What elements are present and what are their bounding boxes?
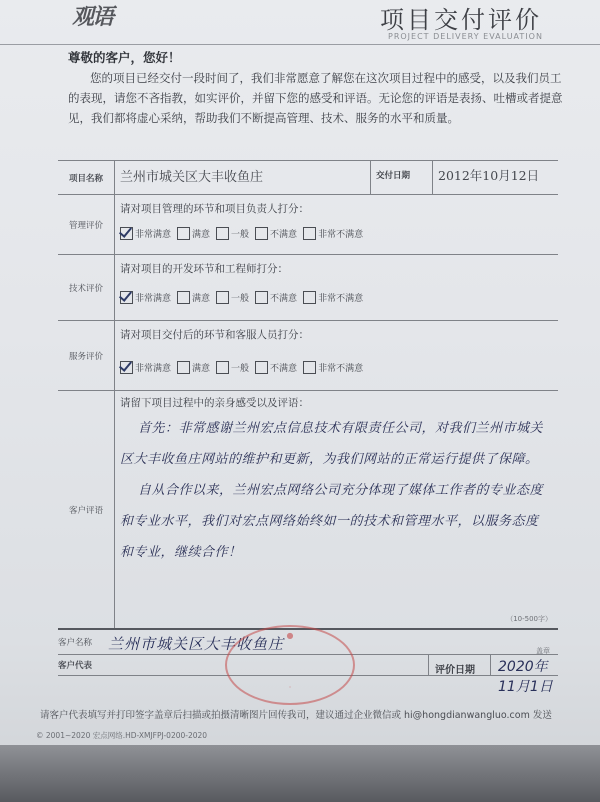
seal-label: 盖章 (536, 647, 550, 655)
option-very-satisfied[interactable]: 非常满意 (120, 361, 171, 374)
option-unsatisfied[interactable]: 不满意 (255, 227, 297, 240)
checkbox[interactable] (177, 361, 190, 374)
checkbox[interactable] (255, 227, 268, 240)
checkbox[interactable] (177, 291, 190, 304)
checkbox-checked[interactable] (120, 227, 133, 240)
option-average[interactable]: 一般 (216, 227, 249, 240)
management-row (58, 194, 558, 254)
technical-question: 请对项目的开发环节和工程师打分： (120, 263, 288, 275)
company-seal-stamp: ● · (225, 625, 355, 705)
checkbox[interactable] (255, 291, 268, 304)
service-row (58, 320, 558, 390)
handwriting-paragraph-1: 首先：非常感谢兰州宏点信息技术有限责任公司，对我们兰州市城关区大丰收鱼庄网站的维护和更新，为我们网站的正常运行提供了保障。 (120, 421, 544, 467)
checkbox-checked[interactable] (120, 291, 133, 304)
option-very-unsatisfied[interactable]: 非常不满意 (303, 361, 363, 374)
form-title: 项目交付评价 (380, 6, 542, 34)
management-options (120, 227, 366, 240)
option-average[interactable]: 一般 (216, 361, 249, 374)
technical-label: 技术评价 (68, 283, 103, 294)
option-very-unsatisfied[interactable]: 非常不满意 (303, 227, 363, 240)
handwriting-paragraph-2: 自从合作以来，兰州宏点网络公司充分体现了媒体工作者的专业态度和专业水平，我们对宏点网络始终如一的技术和管理水平，以服务态度和专业，继续合作！ (120, 483, 544, 560)
service-label: 服务评价 (68, 351, 103, 362)
service-question: 请对项目交付后的环节和客服人员打分： (120, 329, 309, 341)
delivery-date-label: 交付日期 (376, 171, 411, 181)
checkbox[interactable] (303, 361, 316, 374)
evaluation-table (58, 160, 558, 695)
customer-name-value: 兰州市城关区大丰收鱼庄 (108, 635, 285, 653)
delivery-date-value: 2012年10月12日 (438, 168, 540, 183)
checkbox[interactable] (177, 227, 190, 240)
header-divider (0, 44, 600, 45)
option-unsatisfied[interactable]: 不满意 (255, 361, 297, 374)
option-average[interactable]: 一般 (216, 291, 249, 304)
word-limit: （10-500字） (506, 615, 552, 623)
eval-date-value: 2020年11月1日 (498, 659, 553, 695)
project-name-value: 兰州市城关区大丰收鱼庄 (120, 170, 264, 185)
service-options (120, 361, 366, 374)
photo-bottom-shadow (0, 745, 600, 802)
handwritten-comment (120, 413, 550, 568)
option-very-satisfied[interactable]: 非常满意 (120, 291, 171, 304)
footer-note: 请客户代表填写并打印签字盖章后扫描或拍摄清晰图片回传我司，建议通过企业微信或 hi@hongdianwangluo.com 发送 (40, 710, 552, 721)
option-satisfied[interactable]: 满意 (177, 227, 210, 240)
checkbox[interactable] (216, 227, 229, 240)
checkbox[interactable] (216, 291, 229, 304)
company-logo: 观语 (72, 5, 113, 30)
checkbox[interactable] (303, 291, 316, 304)
project-row (58, 160, 558, 194)
eval-date-label: 评价日期 (435, 665, 475, 676)
intro-paragraph: 您的项目已经交付一段时间了，我们非常愿意了解您在这次项目过程中的感受，以及我们员工的表现，请您不吝指教，如实评价，并留下您的感受和评语。无论您的评语是表扬、吐槽或者提意见，我们都将虚心采纳，帮助我们不断提高管理、技术、服务的水平和质量。 (68, 71, 563, 125)
checkbox[interactable] (303, 227, 316, 240)
option-satisfied[interactable]: 满意 (177, 291, 210, 304)
option-very-satisfied[interactable]: 非常满意 (120, 227, 171, 240)
checkbox-checked[interactable] (120, 361, 133, 374)
copyright: © 2001~2020 宏点网络.HD-XMJFPJ-0200-2020 (36, 731, 208, 740)
option-unsatisfied[interactable]: 不满意 (255, 291, 297, 304)
greeting: 尊敬的客户，您好！ (68, 50, 181, 65)
management-label: 管理评价 (68, 220, 103, 231)
option-satisfied[interactable]: 满意 (177, 361, 210, 374)
customer-name-label: 客户名称 (58, 638, 93, 648)
technical-options (120, 291, 366, 304)
checkbox[interactable] (255, 361, 268, 374)
option-very-unsatisfied[interactable]: 非常不满意 (303, 291, 363, 304)
form-subtitle: PROJECT DELIVERY EVALUATION (388, 32, 543, 41)
comment-row (58, 390, 558, 628)
project-name-label: 项目名称 (68, 173, 103, 184)
comment-label: 客户评语 (68, 505, 103, 516)
comment-question: 请留下项目过程中的亲身感受以及评语： (120, 397, 309, 409)
management-question: 请对项目管理的环节和项目负责人打分： (120, 203, 309, 215)
checkbox[interactable] (216, 361, 229, 374)
technical-row (58, 254, 558, 320)
customer-rep-label: 客户代表 (58, 661, 93, 671)
